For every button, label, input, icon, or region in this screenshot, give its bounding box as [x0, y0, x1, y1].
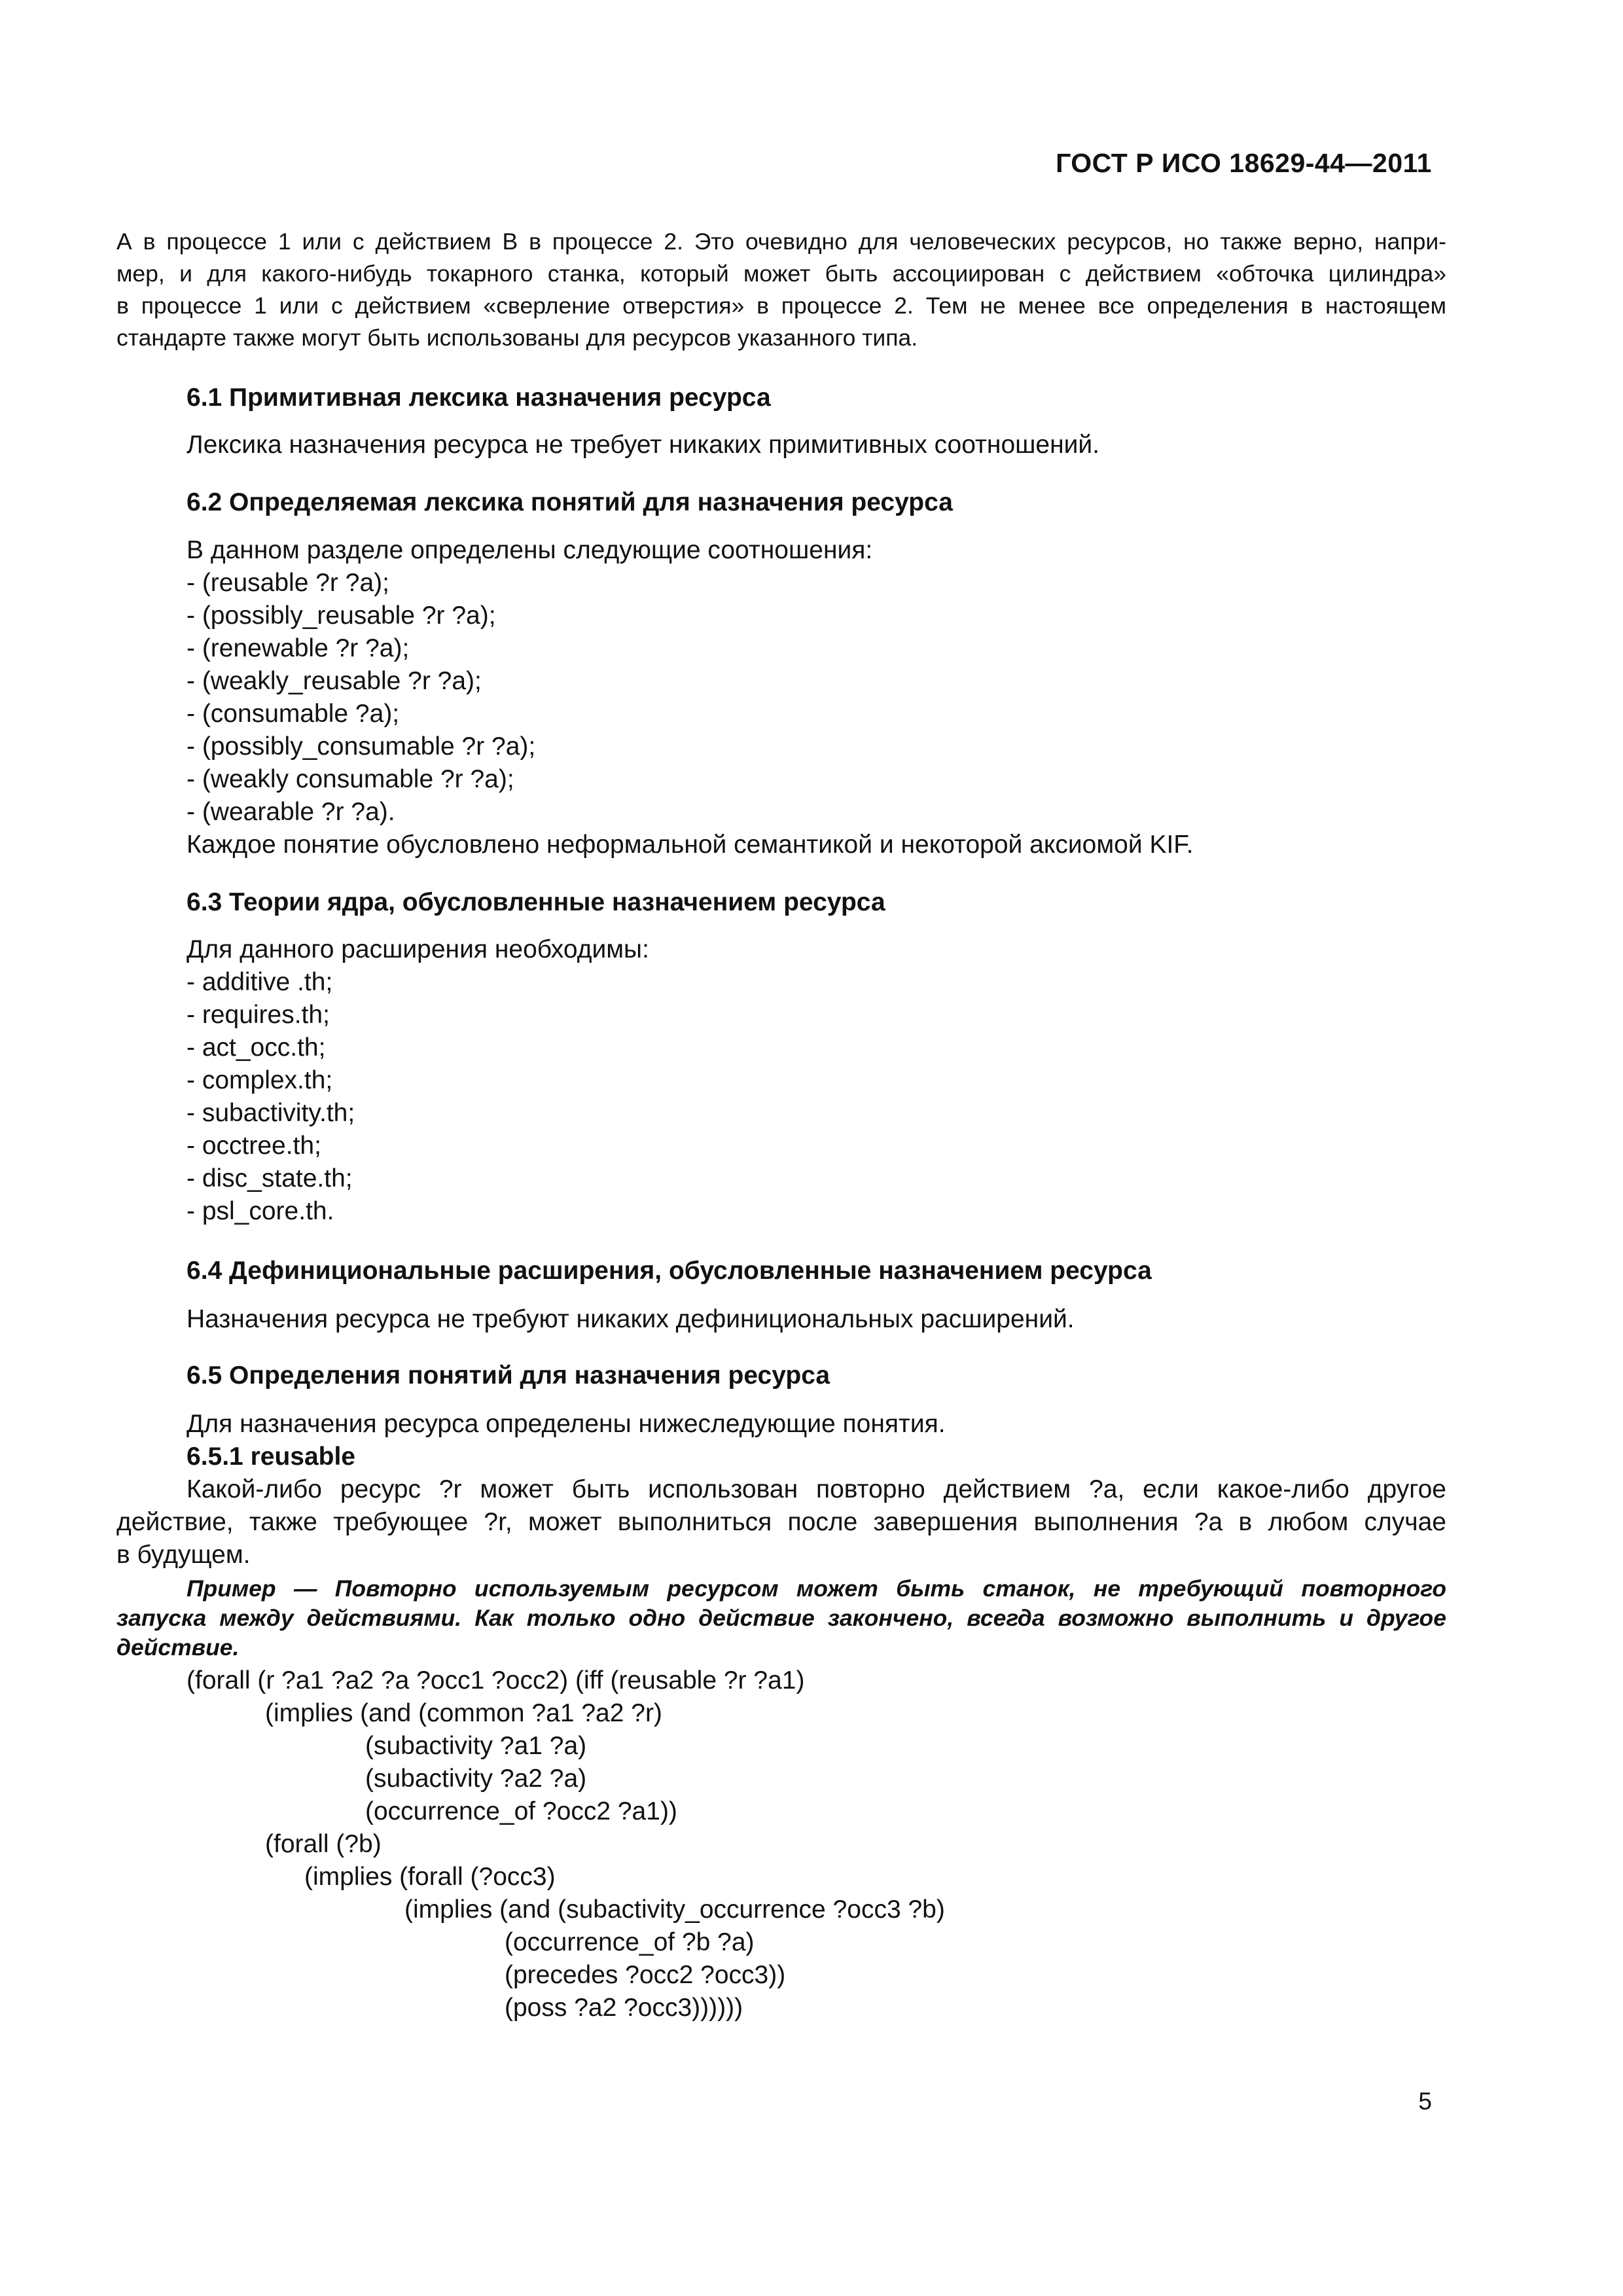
list-item: - (reusable ?r ?a);	[187, 569, 389, 597]
code-line: (implies (forall (?occ3)	[304, 1863, 556, 1891]
list-item: - (weakly consumable ?r ?a);	[187, 765, 514, 793]
definition-line: Какой-либо ресурс ?r может быть использован повторно действием ?a, если какое-либо другое	[187, 1475, 1446, 1503]
document-code-header: ГОСТ Р ИСО 18629-44—2011	[1056, 148, 1432, 178]
list-item: - (consumable ?a);	[187, 700, 400, 728]
code-line: (subactivity ?a2 ?a)	[365, 1765, 587, 1793]
code-line: (occurrence_of ?occ2 ?a1))	[365, 1797, 677, 1825]
subsection-heading: 6.5.1 reusable	[187, 1443, 355, 1471]
section-6-5	[187, 1359, 830, 1392]
intro-line: стандарте также могут быть использованы для ресурсов указанного типа.	[116, 325, 918, 351]
code-line: (implies (and (subactivity_occurrence ?occ3 ?b)	[404, 1895, 945, 1924]
list-item: - (possibly_reusable ?r ?a);	[187, 601, 496, 630]
section-6-4	[187, 1255, 1152, 1287]
list-item: - subactivity.th;	[187, 1099, 355, 1127]
list-item: - act_occ.th;	[187, 1033, 326, 1062]
list-item: - (possibly_consumable ?r ?a);	[187, 732, 536, 761]
section-text: Лексика назначения ресурса не требует никаких примитивных соотношений.	[187, 431, 1100, 459]
list-outro: Каждое понятие обусловлено неформальной семантикой и некоторой аксиомой KIF.	[187, 831, 1194, 859]
code-line: (subactivity ?a1 ?a)	[365, 1732, 587, 1760]
example-note	[116, 1574, 1446, 1662]
list-item: - occtree.th;	[187, 1132, 321, 1160]
list-intro: Для данного расширения необходимы:	[187, 935, 649, 963]
list-item: - (renewable ?r ?a);	[187, 634, 410, 662]
definition-line: в будущем.	[116, 1541, 251, 1569]
intro-line: мер, и для какого-нибудь токарного станка, который может быть ассоциирован с действием «обточка цилиндра»	[116, 260, 1446, 287]
section-heading: 6.4 Дефинициональные расширения, обусловленные назначением ресурса	[187, 1257, 1152, 1285]
example-line: Пример — Повторно используемым ресурсом может быть станок, не требующий повторного	[187, 1575, 1446, 1602]
section-text: Назначения ресурса не требуют никаких дефинициональных расширений.	[187, 1305, 1075, 1333]
section-6-5-text	[187, 1408, 946, 1441]
section-heading: 6.2 Определяемая лексика понятий для назначения ресурса	[187, 488, 953, 516]
subsection-6-5-1	[187, 1441, 355, 1473]
section-6-1	[187, 382, 771, 414]
list-item: - (wearable ?r ?a).	[187, 798, 395, 826]
list-item: - complex.th;	[187, 1066, 333, 1094]
section-heading: 6.5 Определения понятий для назначения ресурса	[187, 1361, 830, 1390]
section-heading: 6.1 Примитивная лексика назначения ресурса	[187, 384, 771, 412]
definition-line: действие, также требующее ?r, может выполниться после завершения выполнения ?a в любом случае	[116, 1508, 1446, 1536]
list-item: - requires.th;	[187, 1001, 330, 1029]
example-line: действие.	[116, 1634, 240, 1660]
intro-line: А в процессе 1 или с действием В в процессе 2. Это очевидно для человеческих ресурсов, но также верно, напри-	[116, 228, 1446, 255]
section-6-4-text	[187, 1303, 1075, 1336]
section-text: Для назначения ресурса определены нижеследующие понятия.	[187, 1410, 946, 1438]
code-line: (precedes ?occ2 ?occ3))	[505, 1961, 786, 1989]
section-heading: 6.3 Теории ядра, обусловленные назначением ресурса	[187, 888, 885, 916]
list-item: - psl_core.th.	[187, 1197, 334, 1225]
code-line: (forall (?b)	[265, 1830, 382, 1858]
section-6-3	[187, 886, 885, 919]
definition-paragraph	[116, 1473, 1446, 1571]
list-item: - (weakly_reusable ?r ?a);	[187, 667, 482, 695]
list-item: - additive .th;	[187, 968, 333, 996]
section-6-2-list	[187, 534, 1194, 861]
section-6-1-text	[187, 429, 1099, 461]
example-line: запуска между действиями. Как только одно действие закончено, всегда возможно выполнить и другое	[116, 1605, 1446, 1631]
page-number: 5	[1418, 2088, 1432, 2115]
intro-line: в процессе 1 или с действием «сверление отверстия» в процессе 2. Тем не менее все определения в настоящем	[116, 293, 1446, 319]
code-line: (poss ?a2 ?occ3))))))	[505, 1994, 743, 2022]
list-item: - disc_state.th;	[187, 1164, 353, 1193]
code-line: (forall (r ?a1 ?a2 ?a ?occ1 ?occ2) (iff (reusable ?r ?a1)	[187, 1666, 805, 1695]
section-6-3-list	[187, 933, 649, 1228]
code-line: (implies (and (common ?a1 ?a2 ?r)	[265, 1699, 662, 1727]
list-intro: В данном разделе определены следующие соотношения:	[187, 536, 873, 564]
intro-paragraph	[116, 226, 1446, 354]
code-line: (occurrence_of ?b ?a)	[505, 1928, 755, 1956]
section-6-2	[187, 486, 953, 519]
